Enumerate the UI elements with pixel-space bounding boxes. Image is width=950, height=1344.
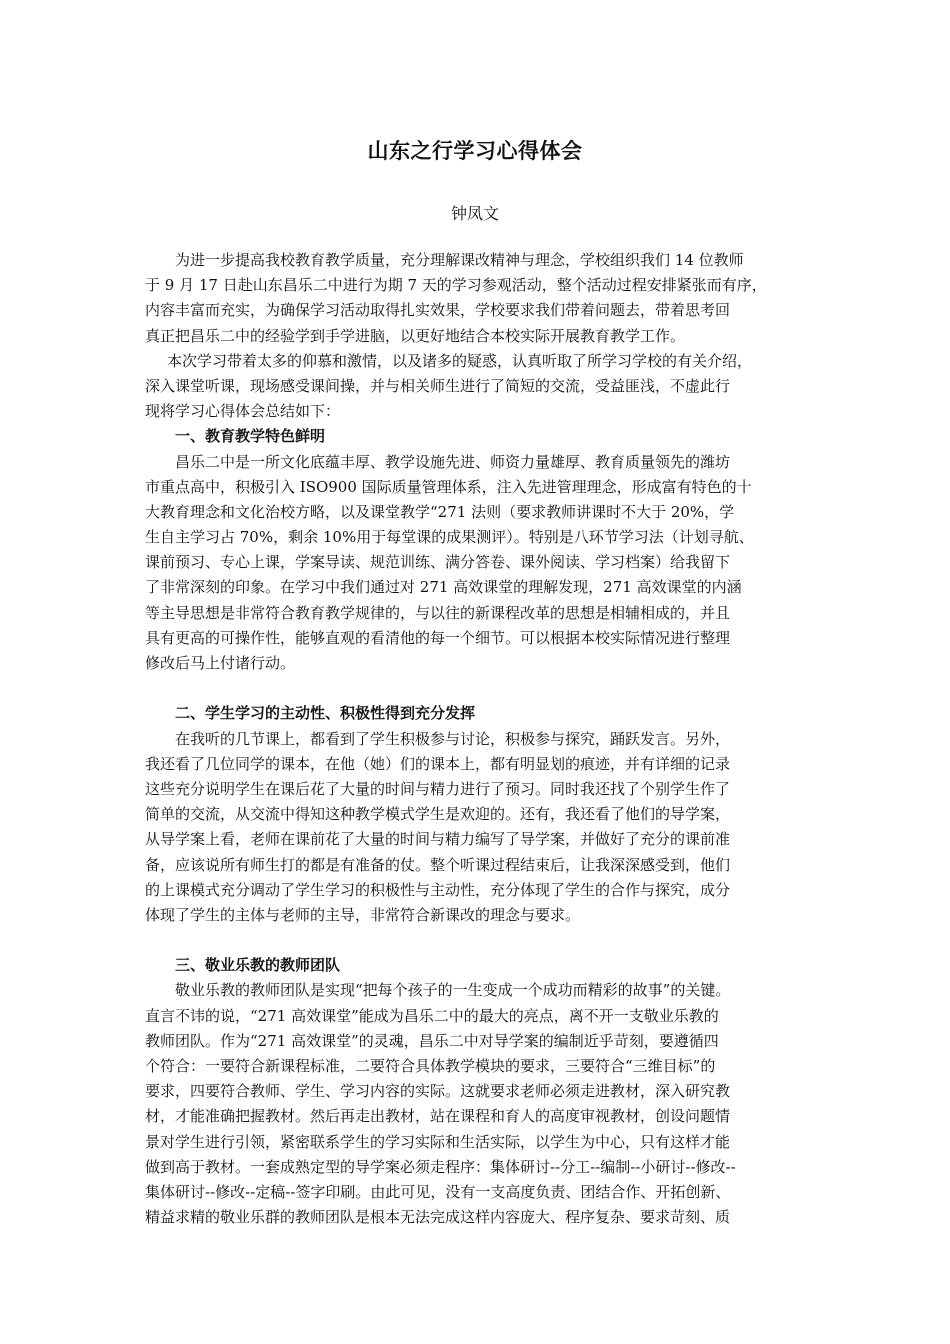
paragraph-line: 这些充分说明学生在课后花了大量的时间与精力进行了预习。同时我还找了个别学生作了 (145, 779, 731, 798)
paragraph-line: 在我听的几节课上，都看到了学生积极参与讨论，积极参与探究，踊跃发言。另外， (175, 729, 731, 748)
paragraph-line: 于 9 月 17 日赴山东昌乐二中进行为期 7 天的学习参观活动，整个活动过程安排紧张而有序， (145, 276, 767, 295)
paragraph-line: 精益求精的敬业乐群的教师团队是根本无法完成这样内容庞大、程序复杂、要求苛刻、质 (145, 1208, 731, 1227)
section-heading: 一、教育教学特色鲜明 (175, 427, 326, 446)
paragraph-line: 具有更高的可操作性，能够直观的看清他的每一个细节。可以根据本校实际情况进行整理 (145, 628, 731, 647)
section-heading: 二、学生学习的主动性、积极性得到充分发挥 (175, 704, 476, 723)
paragraph-line: 集体研讨--修改--定稿--签字印刷。由此可见，没有一支高度负责、团结合作、开拓创新、 (145, 1182, 731, 1201)
paragraph-line: 的上课模式充分调动了学生学习的积极性与主动性，充分体现了学生的合作与探究，成分 (145, 880, 731, 899)
paragraph-line: 敬业乐教的教师团队是实现“把每个孩子的一生变成一个成功而精彩的故事”的关键。 (175, 981, 731, 1000)
section-heading: 三、敬业乐教的教师团队 (175, 956, 341, 975)
paragraph-line: 本次学习带着太多的仰慕和激情，以及诸多的疑惑，认真听取了所学习学校的有关介绍， (167, 351, 753, 370)
paragraph-line: 直言不讳的说，“271 高效课堂”能成为昌乐二中的最大的亮点，离不开一支敬业乐教的 (145, 1006, 719, 1025)
paragraph-line: 个符合：一要符合新课程标准，二要符合具体教学模块的要求，三要符合“三维目标”的 (145, 1057, 716, 1075)
paragraph-line: 景对学生进行引领，紧密联系学生的学习实际和生活实际，以学生为中心，只有这样才能 (145, 1132, 731, 1151)
paragraph-line: 生自主学习占 70%，剩余 10%用于每堂课的成果测评）。特别是八环节学习法（计划寻航、 (145, 528, 754, 547)
paragraph-line: 等主导思想是非常符合教育教学规律的，与以往的新课程改革的思想是相辅相成的，并且 (145, 603, 731, 622)
paragraph-line: 材，才能准确把握教材。然后再走出教材，站在课程和育人的高度审视教材，创设问题情 (145, 1107, 731, 1126)
blank-line (145, 676, 815, 701)
paragraph-line: 市重点高中，积极引入 ISO900 国际质量管理体系，注入先进管理理念，形成富有特色的十 (145, 477, 752, 496)
document-body (145, 248, 815, 1230)
blank-line (145, 928, 815, 953)
paragraph-line: 昌乐二中是一所文化底蕴丰厚、教学设施先进、师资力量雄厚、教育质量领先的潍坊 (175, 452, 731, 471)
paragraph-line: 现将学习心得体会总结如下： (145, 402, 341, 421)
paragraph-line: 课前预习、专心上课，学案导读、规范训练、满分答卷、课外阅读、学习档案）给我留下 (145, 553, 731, 572)
paragraph-line: 从导学案上看，老师在课前花了大量的时间与精力编写了导学案，并做好了充分的课前准 (145, 830, 731, 849)
paragraph-line: 做到高于教材。一套成熟定型的导学案必须走程序：集体研讨--分工--编制--小研讨--修改-- (145, 1157, 736, 1176)
paragraph-line: 备，应该说所有师生打的都是有准备的仗。整个听课过程结束后，让我深深感受到，他们 (145, 855, 731, 874)
paragraph-line: 体现了学生的主体与老师的主导，非常符合新课改的理念与要求。 (145, 905, 581, 924)
paragraph-line: 内容丰富而充实，为确保学习活动取得扎实效果，学校要求我们带着问题去，带着思考回 (145, 301, 731, 320)
document-title: 山东之行学习心得体会 (367, 138, 583, 163)
paragraph-line: 了非常深刻的印象。在学习中我们通过对 271 高效课堂的理解发现，271 高效课堂的内涵 (145, 578, 742, 597)
paragraph-line: 我还看了几位同学的课本，在他（她）们的课本上，都有明显划的痕迹，并有详细的记录 (145, 754, 731, 773)
paragraph-line: 真正把昌乐二中的经验学到手学进脑，以更好地结合本校实际开展教育教学工作。 (145, 326, 686, 345)
paragraph-line: 简单的交流，从交流中得知这种教学模式学生是欢迎的。还有，我还看了他们的导学案， (145, 805, 731, 824)
paragraph-line: 深入课堂听课，现场感受课间操，并与相关师生进行了简短的交流，受益匪浅，不虚此行 (145, 376, 731, 395)
paragraph-line: 教师团队。作为“271 高效课堂”的灵魂，昌乐二中对导学案的编制近乎苛刻，要遵循四 (145, 1031, 719, 1050)
document-author: 钟凤文 (450, 204, 499, 223)
paragraph-line: 修改后马上付诸行动。 (145, 654, 296, 672)
paragraph-line: 大教育理念和文化治校方略，以及课堂教学“271 法则（要求教师讲课时不大于 20%，学 (145, 502, 735, 521)
paragraph-line: 为进一步提高我校教育教学质量，充分理解课改精神与理念，学校组织我们 14 位教师 (175, 251, 744, 269)
paragraph-line: 要求，四要符合教师、学生、学习内容的实际。这就要求老师必须走进教材，深入研究教 (145, 1082, 731, 1101)
